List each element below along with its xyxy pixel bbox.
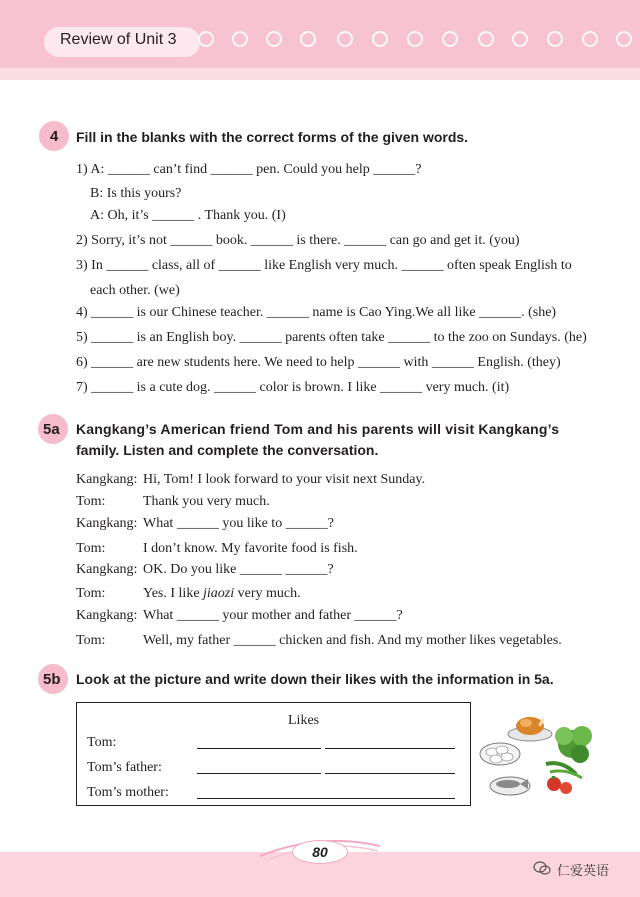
dialogue-speaker: Kangkang: [76, 562, 138, 577]
decor-circle-icon [407, 31, 423, 47]
food-illustration [476, 708, 598, 804]
exercise-line: 4) ______ is our Chinese teacher. ______ name is Cao Ying.We all like ______. (she) [76, 305, 557, 320]
section-number-4: 4 [50, 128, 59, 145]
dialogue-text-part: very much. [234, 586, 301, 601]
dialogue-text: What ______ you like to ______? [143, 516, 334, 531]
dialogue-text: What ______ your mother and father ______? [143, 608, 403, 623]
section-title-4: Fill in the blanks with the correct forms of the given words. [76, 129, 469, 145]
wechat-icon [533, 861, 551, 875]
exercise-line: 5) ______ is an English boy. ______ parents often take ______ to the zoo on Sundays. (he) [76, 330, 587, 345]
exercise-line: 2) Sorry, it’s not ______ book. ______ is there. ______ can go and get it. (you) [76, 233, 520, 248]
likes-heading: Likes [288, 713, 320, 728]
dialogue-text: I don’t know. My favorite food is fish. [143, 541, 358, 556]
dialogue-text: OK. Do you like ______ ______? [143, 562, 334, 577]
dialogue-text [143, 586, 301, 602]
decor-circle-icon [198, 31, 214, 47]
section-number-5a: 5a [43, 421, 60, 438]
section-title-5b: Look at the picture and write down their likes with the information in 5a. [76, 671, 554, 687]
decor-circle-icon [512, 31, 528, 47]
answer-blank[interactable] [325, 748, 455, 749]
dialogue-text: Well, my father ______ chicken and fish. And my mother likes vegetables. [143, 633, 562, 648]
page-title: Review of Unit 3 [60, 31, 177, 48]
exercise-line: 7) ______ is a cute dog. ______ color is brown. I like ______ very much. (it) [76, 380, 510, 395]
chicken-icon [508, 717, 552, 741]
dialogue-text-part: Yes. I like [143, 586, 204, 601]
likes-row-label: Tom’s mother: [87, 785, 169, 800]
answer-blank[interactable] [325, 773, 455, 774]
page-number: 80 [312, 844, 328, 860]
answer-blank[interactable] [197, 748, 321, 749]
header-band-lower [0, 68, 640, 80]
vegetables-icon [546, 726, 592, 794]
dialogue-italic-word: jiaozi [203, 586, 235, 601]
decor-circle-icon [582, 31, 598, 47]
likes-row-label: Tom: [87, 735, 117, 750]
decor-circle-icon [372, 31, 388, 47]
decor-circle-icon [266, 31, 282, 47]
watermark-text: 仁爱英语 [557, 864, 610, 879]
decor-circle-icon [547, 31, 563, 47]
section-title-5a: Kangkang’s American friend Tom and his parents will visit Kangkang’s [76, 421, 560, 437]
exercise-line: 1) A: ______ can’t find ______ pen. Could you help ______? [76, 162, 422, 177]
decor-circle-icon [232, 31, 248, 47]
decor-circle-icon [616, 31, 632, 47]
exercise-line: 6) ______ are new students here. We need to help ______ with ______ English. (they) [76, 355, 561, 370]
dialogue-speaker: Kangkang: [76, 516, 138, 531]
exercise-line: A: Oh, it’s ______ . Thank you. (I) [90, 208, 286, 223]
dialogue-speaker: Kangkang: [76, 608, 138, 623]
answer-blank[interactable] [197, 798, 455, 799]
dialogue-text: Hi, Tom! I look forward to your visit next Sunday. [143, 472, 426, 487]
dumplings-icon [480, 743, 520, 765]
fish-icon [490, 777, 530, 795]
dialogue-text: Thank you very much. [143, 494, 270, 509]
dialogue-speaker: Tom: [76, 494, 106, 509]
decor-circle-icon [300, 31, 316, 47]
decor-circle-icon [478, 31, 494, 47]
dialogue-speaker: Kangkang: [76, 472, 138, 487]
exercise-line: 3) In ______ class, all of ______ like English very much. ______ often speak English to [76, 258, 572, 273]
exercise-line: B: Is this yours? [90, 186, 182, 201]
section-number-5b: 5b [43, 671, 61, 688]
decor-circle-icon [442, 31, 458, 47]
likes-row-label: Tom’s father: [87, 760, 162, 775]
dialogue-speaker: Tom: [76, 541, 106, 556]
exercise-line: each other. (we) [90, 283, 180, 298]
decor-circle-icon [337, 31, 353, 47]
section-title-5a-line2: family. Listen and complete the conversation. [76, 442, 379, 458]
dialogue-speaker: Tom: [76, 586, 106, 601]
dialogue-speaker: Tom: [76, 633, 106, 648]
answer-blank[interactable] [197, 773, 321, 774]
